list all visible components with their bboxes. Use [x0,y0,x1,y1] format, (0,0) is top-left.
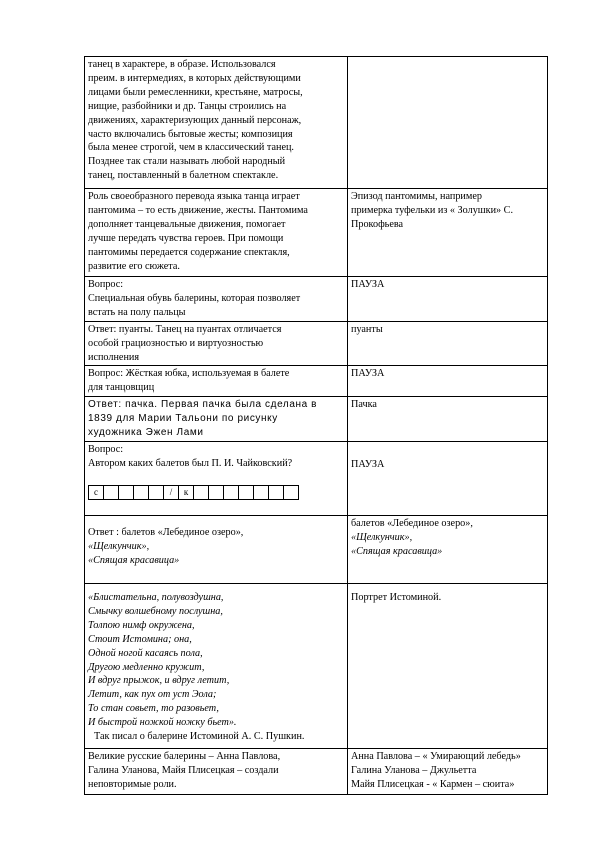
table-row [85,321,548,366]
text-line: Галина Уланова – Джульетта [351,764,477,776]
text-line: Портрет Истоминой. [351,591,442,603]
text-line: «Щелкунчик», [88,540,150,552]
table-row [85,57,548,189]
text-line: Майя Плисецкая - « Кармен – сюита» [351,778,515,790]
answer-grid [88,485,344,500]
text-line: развитие его сюжета. [88,260,180,272]
text-line: Ответ : балетов «Лебединое озеро», [88,526,244,538]
text-line: примерка туфельки из « Золушки» С. [351,204,514,216]
text-line: 1839 для Марии Тальони по рисунку [88,413,278,425]
poem-line: Летит, как пух от уст Эола; [88,689,217,701]
right-cell [348,441,548,515]
text-line: Вопрос: [88,279,124,290]
text-line: неповторимые роли. [88,778,177,790]
right-cell [348,748,548,794]
left-cell [85,321,348,366]
text-line: нищие, разбойники и др. Танцы строились на [88,100,287,112]
content-table [84,56,548,795]
grid-cell [103,485,119,500]
grid-cell: к [178,485,194,500]
text-line: танец, поставленный в балетном спектакле. [88,170,279,182]
text-line: преим. в интермедиях, в которых действующими [88,72,301,84]
right-cell [348,321,548,366]
text-line: часто включались бытовые жесты; композиция [88,128,293,140]
text-line: движениях, характеризующих данный персонаж, [88,114,302,126]
text-line: Великие русские балерины – Анна Павлова, [88,750,281,762]
text-line: танец в характере, в образе. Использовался [88,59,276,70]
right-cell [348,515,548,583]
text-line: Вопрос: Жёсткая юбка, используемая в балете [88,368,290,380]
left-cell [85,277,348,322]
right-cell [348,397,548,442]
text-line: Ответ: пуанты. Танец на пуантах отличается [88,323,282,335]
pause-label: ПАУЗА [351,368,385,380]
right-cell [348,57,548,189]
left-cell [85,748,348,794]
table-row [85,441,548,515]
grid-cell [193,485,209,500]
right-cell [348,277,548,322]
grid-cell [283,485,299,500]
table-row [85,515,548,583]
grid-cell [133,485,149,500]
right-cell [348,189,548,277]
text-line: Ответ: пачка. Первая пачка была сделана в [88,399,318,411]
poem-line: Стоит Истомина; она, [88,633,192,645]
pause-label: ПАУЗА [351,279,385,290]
left-cell [85,366,348,397]
poem-line: «Блистательна, полувоздушна, [88,591,224,603]
text-line: пантомимы передается содержание спектакля, [88,246,290,258]
right-cell [348,366,548,397]
table-row [85,277,548,322]
text-line: Эпизод пантомимы, например [351,191,482,202]
text-line: была менее строгой, чем в классический танец. [88,142,294,154]
poem-line: Одной ногой касаясь пола, [88,647,203,659]
left-cell [85,441,348,515]
answer-label: пуанты [351,323,383,335]
table-row [85,748,548,794]
text-line: балетов «Лебединое озеро», [351,517,473,529]
table-row [85,397,548,442]
text-line: Специальная обувь балерины, которая позволяет [88,292,301,304]
left-cell [85,583,348,748]
text-line: пантомима – то есть движение, жесты. Пантомима [88,204,308,216]
table-row [85,366,548,397]
left-cell [85,397,348,442]
grid-cell [268,485,284,500]
grid-cell [253,485,269,500]
table-row [85,583,548,748]
table-row [85,189,548,277]
poem-line: И вдруг прыжок, и вдруг летит, [88,675,230,687]
text-line: «Спящая красавица» [351,545,443,557]
poem-line: Смычку волшебному послушна, [88,605,223,617]
left-cell [85,515,348,583]
text-line: лицами были ремесленники, крестьяне, матросы, [88,86,303,98]
text-line: «Спящая красавица» [88,554,180,566]
poem-line: Другою медленно кружит, [88,661,205,673]
text-line: Роль своеобразного перевода языка танца играет [88,191,300,202]
grid-cell: с [88,485,104,500]
text-line: художника Эжен Лами [88,427,204,439]
text-line: лучше передать чувства героев. При помощи [88,232,284,244]
grid-cell [208,485,224,500]
text-line: особой грациозностью и виртуозностью [88,337,264,349]
grid-cell [238,485,254,500]
poem-line: И быстрой ножкой ножку бьет». [88,717,237,729]
text-line: встать на полу пальцы [88,306,186,318]
text-line: Так писал о балерине Истоминой А. С. Пушкин. [94,731,305,743]
poem-line: Толпою нимф окружена, [88,619,195,631]
grid-cell [118,485,134,500]
right-cell [348,583,548,748]
text-line: исполнения [88,351,140,363]
answer-label: Пачка [351,399,377,411]
grid-cell: / [163,485,179,500]
text-line: для танцовщиц [88,382,155,394]
pause-label: ПАУЗА [351,458,385,470]
text-line: Галина Уланова, Майя Плисецкая – создали [88,764,279,776]
text-line: Анна Павлова – « Умирающий лебедь» [351,750,521,762]
text-line: дополняет танцевальные движения, помогает [88,218,286,230]
text-line: Прокофьева [351,218,404,230]
grid-cell [223,485,239,500]
text-line: Автором каких балетов был П. И. Чайковский? [88,457,293,469]
left-cell [85,189,348,277]
text-line: Вопрос: [88,443,124,455]
text-line: «Щелкунчик», [351,531,413,543]
text-line: Позднее так стали называть любой народный [88,156,286,168]
grid-cell [148,485,164,500]
left-cell [85,57,348,189]
poem-line: То стан совьет, то разовьет, [88,703,219,715]
